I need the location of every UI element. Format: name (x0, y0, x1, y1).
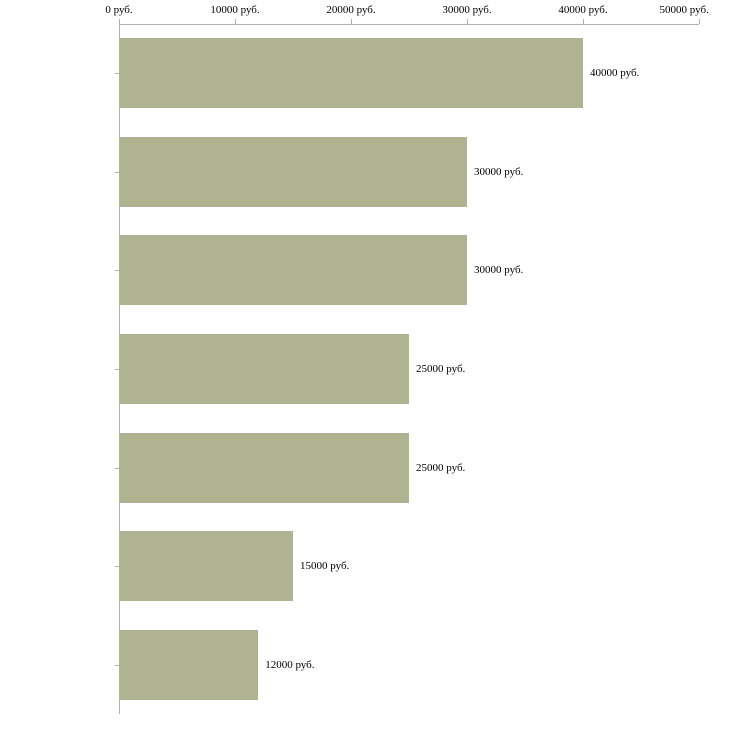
bar[interactable] (119, 137, 467, 207)
bar-row (0, 531, 730, 601)
bar[interactable] (119, 433, 409, 503)
bar-row (0, 630, 730, 700)
bar-value-label: 40000 руб. (590, 67, 640, 80)
bar[interactable] (119, 38, 583, 108)
x-tick-label: 30000 руб. (442, 4, 492, 16)
x-axis-line (119, 24, 699, 25)
bar-row (0, 38, 730, 108)
x-tick-label: 0 руб. (105, 4, 133, 16)
x-tick-mark (351, 19, 352, 24)
bar-value-label: 25000 руб. (416, 363, 466, 375)
bar[interactable] (119, 235, 467, 305)
x-tick-label: 40000 руб. (558, 4, 608, 16)
bar[interactable] (119, 334, 409, 404)
x-tick-mark (467, 19, 468, 24)
bar-row (0, 235, 730, 305)
x-tick-mark (699, 19, 700, 24)
bar[interactable] (119, 531, 293, 601)
bar-row (0, 433, 730, 503)
bar-value-label: 30000 руб. (474, 264, 524, 277)
bar[interactable] (119, 630, 258, 700)
x-tick-mark (235, 19, 236, 24)
x-tick-mark (119, 19, 120, 24)
x-tick-mark (583, 19, 584, 24)
bar-value-label: 25000 руб. (416, 461, 466, 474)
x-tick-label: 10000 руб. (210, 4, 260, 16)
bar-value-label: 12000 руб. (265, 658, 315, 671)
x-tick-label: 20000 руб. (326, 4, 376, 16)
bar-value-label: 30000 руб. (474, 165, 524, 178)
bar-value-label: 15000 руб. (300, 560, 350, 573)
bar-row (0, 334, 730, 404)
x-tick-label: 50000 руб. (659, 4, 709, 16)
bar-row (0, 137, 730, 207)
